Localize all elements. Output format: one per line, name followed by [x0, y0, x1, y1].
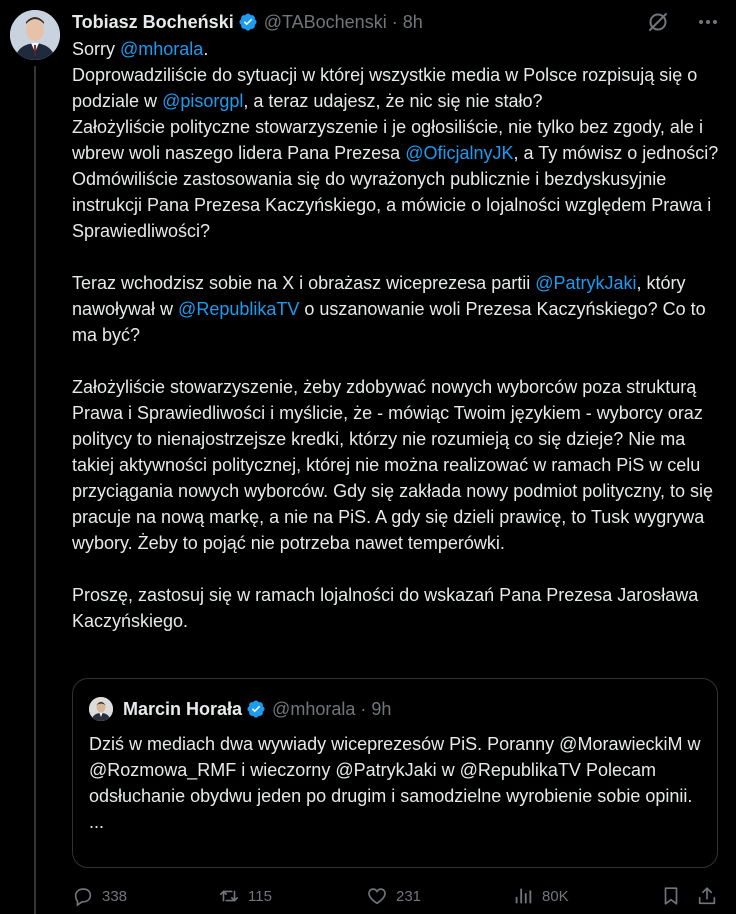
like-count: 231	[396, 887, 422, 905]
reply-button[interactable]	[72, 882, 127, 910]
tweet-paragraph: Założyliście polityczne stowarzyszenie i je ogłosiliście, nie tylko bez zgody, ale i wbrew woli naszego lidera Pana Prezesa @OficjalnyJK, a Ty mówisz o jedności?	[72, 117, 719, 163]
author-name[interactable]: Tobiasz Bocheński	[72, 11, 234, 32]
views-icon	[512, 885, 534, 907]
thread-line	[34, 66, 36, 914]
more-icon[interactable]	[696, 10, 720, 34]
tweet-actions	[72, 882, 724, 910]
repost-count: 115	[248, 887, 272, 905]
quote-paragraph: Dziś w mediach dwa wywiady wiceprezesów PiS. Poranny @MorawieckiM w @Rozmowa_RMF i wieczorny @PatrykJaki w @RepublikaTV Polecam odsłuchanie obydwu jeden po drugim i samodzielne wyrobienie sobie opinii.	[89, 734, 701, 806]
quote-header	[123, 697, 391, 721]
reply-count: 338	[102, 887, 128, 905]
quote-header-separator: ·	[360, 698, 367, 719]
paragraph-gap	[72, 244, 724, 270]
share-icon	[696, 885, 718, 907]
tweet-paragraph: Założyliście stowarzyszenie, żeby zdobywać nowych wyborców poza strukturą Prawa i Sprawiedliwości i myślicie, że - mówiąc Twoim językiem - wyborcy oraz politycy to nienajostrzejsze kredki, którzy nie rozumieją co się dzieje? Nie ma takiej aktywności politycznej, której nie można realizować w ramach PiS w celu przyciągania nowych wyborców. Gdy się zakłada nowy podmiot polityczny, to się pracuje na nową markę, a nie na PiS. A gdy się dzieli prawicę, to Tusk wygrywa wybory. Żeby to pojąć nie potrzeba nawet temperówki.	[72, 377, 713, 553]
tweet-paragraph: Teraz wchodzisz sobie na X i obrażasz wiceprezesa partii @PatrykJaki, który nawoływał w @RepublikaTV o uszanowanie woli Prezesa Kaczyńskiego? Co to ma być?	[72, 273, 706, 345]
header-separator: ·	[391, 11, 398, 32]
author-avatar[interactable]	[10, 10, 60, 60]
tweet-timestamp[interactable]: 8h	[402, 11, 423, 32]
tweet-paragraph: Odmówiliście zastosowania się do wyrażonych publicznie i bezdyskusyjnie instrukcji Pana Prezesa Kaczyńskiego, a mówicie o lojalności względem Prawa i Sprawiedliwości?	[72, 169, 712, 241]
author-handle[interactable]: @TABochenski	[263, 11, 387, 32]
mention-link[interactable]: @OficjalnyJK	[405, 143, 514, 163]
tweet-paragraph: Sorry @mhorala.	[72, 39, 209, 59]
views-button[interactable]	[512, 882, 569, 910]
repost-icon	[218, 885, 240, 907]
reply-icon	[72, 885, 94, 907]
share-button[interactable]	[696, 882, 726, 910]
bookmark-button[interactable]	[660, 882, 690, 910]
tweet-header	[72, 10, 423, 34]
tweet-top-actions	[646, 10, 720, 34]
quote-author-name[interactable]: Marcin Horała	[123, 698, 243, 719]
verified-badge-icon	[246, 699, 266, 719]
verified-badge-icon	[238, 12, 258, 32]
mention-link[interactable]: @pisorgpl	[162, 91, 244, 111]
quote-author-avatar[interactable]	[89, 697, 113, 721]
quote-author-handle[interactable]: @mhorala	[272, 698, 356, 719]
mention-link[interactable]: @mhorala	[120, 39, 204, 59]
mention-link[interactable]: @RepublikaTV	[178, 299, 300, 319]
quoted-tweet[interactable]	[72, 678, 718, 868]
tweet-text	[72, 36, 724, 634]
like-icon	[366, 885, 388, 907]
quote-timestamp[interactable]: 9h	[371, 698, 392, 719]
mention-link[interactable]: @PatrykJaki	[535, 273, 637, 293]
paragraph-gap	[72, 348, 724, 374]
paragraph-gap	[72, 556, 724, 582]
quote-text	[89, 731, 701, 835]
like-button[interactable]	[366, 882, 421, 910]
quote-paragraph: ...	[89, 812, 105, 832]
views-count: 80K	[542, 887, 569, 905]
repost-button[interactable]	[218, 882, 272, 910]
tweet-paragraph: Proszę, zastosuj się w ramach lojalności do wskazań Pana Prezesa Jarosława Kaczyńskiego.	[72, 585, 699, 631]
grok-icon[interactable]	[646, 10, 670, 34]
tweet-paragraph: Doprowadziliście do sytuacji w której wszystkie media w Polsce rozpisują się o podziale w @pisorgpl, a teraz udajesz, że nic się nie stało?	[72, 65, 698, 111]
bookmark-icon	[660, 885, 682, 907]
